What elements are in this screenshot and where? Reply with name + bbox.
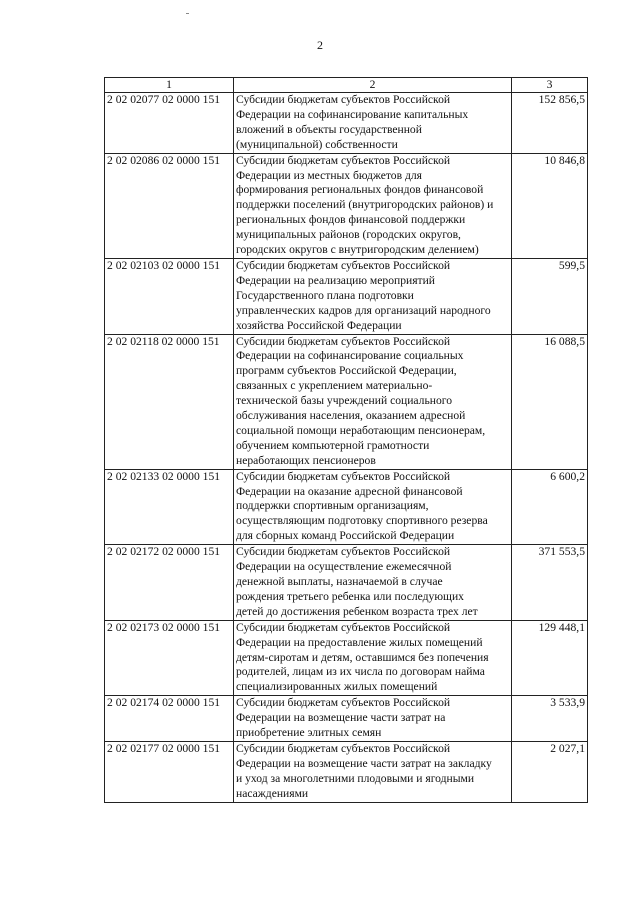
revenue-name-line: неработающих пенсионеров — [236, 453, 376, 467]
revenue-name — [234, 153, 512, 258]
revenue-name-line: Федерации на возмещение части затрат на закладку — [236, 756, 492, 770]
header-col-3: 3 — [512, 78, 588, 93]
revenue-name-line: Субсидии бюджетам субъектов Российской — [236, 153, 451, 167]
revenue-name-line: муниципальных районов (городских округов, — [236, 228, 461, 242]
revenue-name-line: региональных фондов финансовой поддержки — [236, 213, 466, 227]
revenue-amount: 152 856,5 — [512, 93, 588, 154]
revenue-name — [234, 741, 512, 802]
revenue-code: 2 02 02086 02 0000 151 — [105, 153, 234, 258]
revenue-name-line: детям-сиротам и детям, оставшимся без попечения — [236, 650, 489, 664]
revenue-amount: 371 553,5 — [512, 545, 588, 621]
revenue-name-line: Субсидии бюджетам субъектов Российской — [236, 696, 451, 710]
revenue-amount: 10 846,8 — [512, 153, 588, 258]
revenue-name-line: управленческих кадров для организаций народного — [236, 303, 491, 317]
table-row — [105, 258, 588, 334]
revenue-name-line: Субсидии бюджетам субъектов Российской — [236, 93, 451, 106]
revenue-name-line: поддержки спортивным организациям, — [236, 499, 429, 513]
table-header — [105, 78, 588, 93]
revenue-name-line: денежной выплаты, назначаемой в случае — [236, 575, 443, 588]
revenue-code: 2 02 02077 02 0000 151 — [105, 93, 234, 154]
table-row — [105, 153, 588, 258]
revenue-name-line: связанных с укреплением материально- — [236, 379, 433, 393]
revenue-amount: 129 448,1 — [512, 620, 588, 696]
header-row — [105, 78, 588, 93]
revenue-name-line: Субсидии бюджетам субъектов Российской — [236, 620, 451, 634]
revenue-name — [234, 258, 512, 334]
revenue-code: 2 02 02133 02 0000 151 — [105, 469, 234, 545]
revenue-name-line: Федерации на софинансирование капитальных — [236, 107, 469, 121]
table-row — [105, 469, 588, 545]
revenue-name-line: Федерации на осуществление ежемесячной — [236, 560, 452, 574]
table-row — [105, 93, 588, 154]
revenue-name-line: Федерации из местных бюджетов для — [236, 168, 422, 182]
revenue-name-line: рождения третьего ребенка или последующих — [236, 589, 464, 603]
revenue-name-line: Субсидии бюджетам субъектов Российской — [236, 469, 451, 483]
revenue-name — [234, 469, 512, 545]
table-row — [105, 620, 588, 696]
revenue-name — [234, 620, 512, 696]
revenue-name-line: детей до достижения ребенком возраста трех лет — [236, 604, 478, 618]
revenue-amount: 3 533,9 — [512, 696, 588, 742]
revenue-name-line: городских округов с внутригородским делением) — [236, 243, 479, 257]
revenue-name-line: вложений в объекты государственной — [236, 122, 422, 136]
header-col-1: 1 — [105, 78, 234, 93]
revenue-name-line: социальной помощи неработающим пенсионерам, — [236, 423, 486, 437]
revenue-name-line: Федерации на предоставление жилых помещений — [236, 635, 483, 649]
scan-speck — [186, 13, 189, 14]
revenue-amount: 2 027,1 — [512, 741, 588, 802]
table-row — [105, 741, 588, 802]
revenue-name-line: и уход за многолетними плодовыми и ягодными — [236, 771, 475, 785]
revenue-name-line: Федерации на возмещение части затрат на — [236, 711, 446, 725]
revenue-code: 2 02 02118 02 0000 151 — [105, 334, 234, 469]
revenue-name-line: Субсидии бюджетам субъектов Российской — [236, 334, 451, 348]
revenue-name-line: технической базы учреждений социального — [236, 394, 453, 408]
revenue-name — [234, 334, 512, 469]
revenue-code: 2 02 02172 02 0000 151 — [105, 545, 234, 621]
table-row — [105, 545, 588, 621]
header-col-2: 2 — [234, 78, 512, 93]
table-body — [105, 93, 588, 803]
revenue-name-line: хозяйства Российской Федерации — [236, 318, 402, 332]
revenue-name — [234, 93, 512, 154]
revenue-name-line: насаждениями — [236, 786, 309, 800]
revenue-name-line: Субсидии бюджетам субъектов Российской — [236, 741, 451, 755]
revenue-code: 2 02 02103 02 0000 151 — [105, 258, 234, 334]
revenue-name-line: Государственного плана подготовки — [236, 288, 414, 302]
revenue-name-line: формирования региональных фондов финансовой — [236, 183, 484, 197]
revenue-code: 2 02 02173 02 0000 151 — [105, 620, 234, 696]
revenue-name-line: родителей, лицам из их числа по договорам найма — [236, 665, 485, 679]
revenue-name-line: поддержки поселений (внутригородских районов) и — [236, 198, 494, 212]
revenue-name-line: Федерации на софинансирование социальных — [236, 349, 464, 363]
revenue-amount: 599,5 — [512, 258, 588, 334]
revenue-name-line: Федерации на реализацию мероприятий — [236, 273, 436, 287]
revenue-code: 2 02 02177 02 0000 151 — [105, 741, 234, 802]
revenue-name-line: приобретение элитных семян — [236, 726, 382, 740]
table-row — [105, 334, 588, 469]
revenue-name-line: программ субъектов Российской Федерации, — [236, 364, 457, 378]
revenue-name-line: обслуживания населения, оказанием адресной — [236, 409, 466, 423]
revenue-name — [234, 545, 512, 621]
revenue-name-line: Субсидии бюджетам субъектов Российской — [236, 258, 451, 272]
revenue-name-line: Субсидии бюджетам субъектов Российской — [236, 545, 451, 559]
revenue-name-line: специализированных жилых помещений — [236, 680, 438, 694]
revenue-name-line: для сборных команд Российской Федерации — [236, 529, 455, 543]
revenue-name-line: (муниципальной) собственности — [236, 137, 398, 151]
revenue-code: 2 02 02174 02 0000 151 — [105, 696, 234, 742]
revenue-name-line: осуществляющим подготовку спортивного резерва — [236, 514, 488, 528]
revenue-amount: 16 088,5 — [512, 334, 588, 469]
page-number: 2 — [317, 38, 323, 52]
revenue-amount: 6 600,2 — [512, 469, 588, 545]
revenue-name-line: обучением компьютерной грамотности — [236, 438, 430, 452]
budget-table — [104, 77, 588, 803]
revenue-name — [234, 696, 512, 742]
revenue-name-line: Федерации на оказание адресной финансовой — [236, 484, 463, 498]
table-row — [105, 696, 588, 742]
